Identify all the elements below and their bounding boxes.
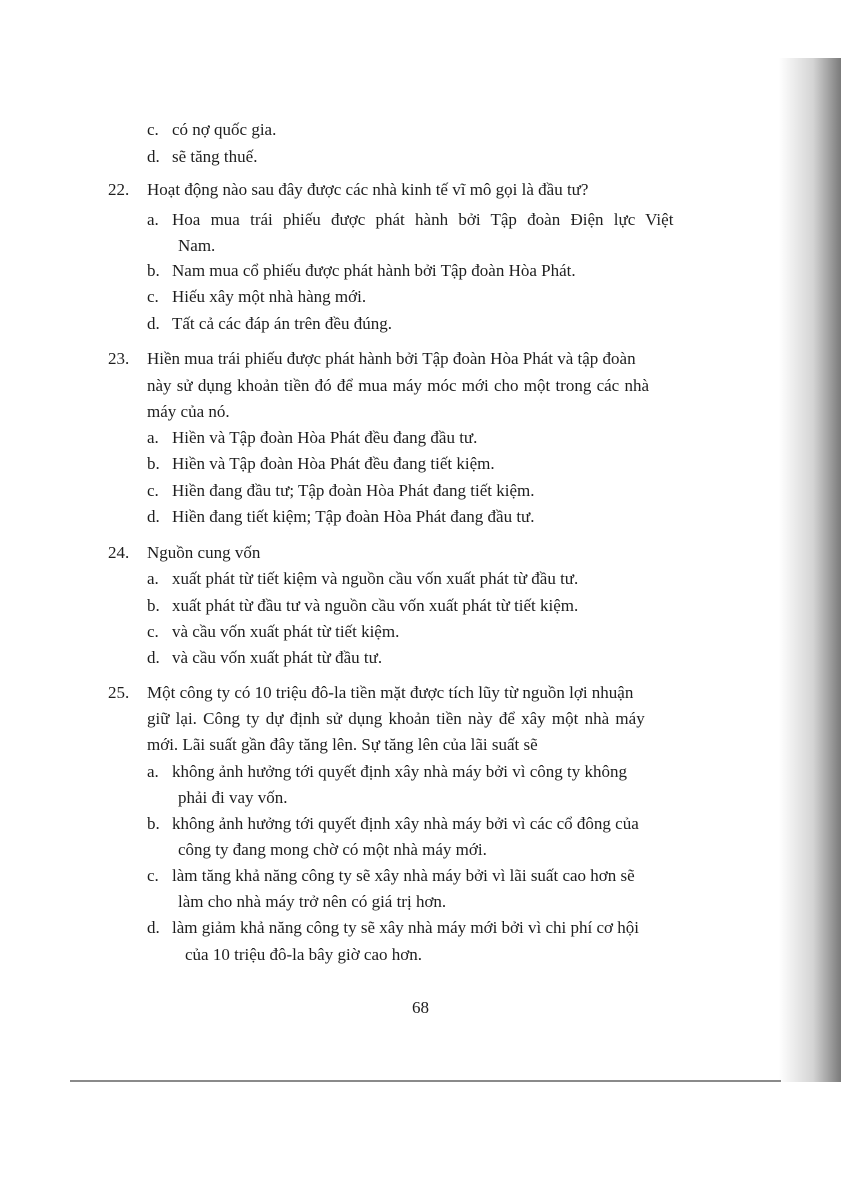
option-text: Tất cả các đáp án trên đều đúng.: [172, 314, 392, 333]
question-stem: máy của nó.: [147, 402, 230, 421]
question-stem: Một công ty có 10 triệu đô-la tiền mặt được tích lũy từ nguồn lợi nhuận: [147, 683, 634, 702]
option-text: Hiền và Tập đoàn Hòa Phát đều đang tiết kiệm.: [172, 454, 495, 473]
question-stem: Hoạt động nào sau đây được các nhà kinh tế vĩ mô gọi là đầu tư?: [147, 180, 589, 199]
option-text: xuất phát từ tiết kiệm và nguồn cầu vốn xuất phát từ đầu tư.: [172, 569, 579, 588]
option-text: xuất phát từ đầu tư và nguồn cầu vốn xuất phát từ tiết kiệm.: [172, 596, 579, 615]
option-label: a.: [147, 762, 159, 781]
option-label: c.: [147, 120, 159, 139]
question-number: 23.: [108, 349, 130, 368]
option-label: c.: [147, 622, 159, 641]
option-text: làm giảm khả năng công ty sẽ xây nhà máy mới bởi vì chi phí cơ hội: [172, 918, 639, 937]
option-label: a.: [147, 569, 159, 588]
option-label: d.: [147, 918, 160, 937]
option-text: làm tăng khả năng công ty sẽ xây nhà máy bởi vì lãi suất cao hơn sẽ: [172, 866, 635, 885]
option-label: d.: [147, 648, 160, 667]
option-label: c.: [147, 866, 159, 885]
option-text: Nam.: [178, 236, 216, 255]
option-text: của 10 triệu đô-la bây giờ cao hơn.: [185, 945, 423, 964]
option-label: a.: [147, 428, 159, 447]
question-number: 22.: [108, 180, 130, 199]
question-stem: Hiền mua trái phiếu được phát hành bởi Tập đoàn Hòa Phát và tập đoàn: [147, 349, 636, 368]
question-number: 24.: [108, 543, 130, 562]
option-text: không ảnh hưởng tới quyết định xây nhà máy bởi vì công ty không: [172, 762, 627, 781]
question-number: 25.: [108, 683, 130, 702]
question-stem: Nguồn cung vốn: [147, 543, 261, 562]
question-stem: giữ lại. Công ty dự định sử dụng khoản tiền này để xây một nhà máy: [147, 709, 645, 728]
option-text: và cầu vốn xuất phát từ tiết kiệm.: [172, 622, 400, 641]
option-text: làm cho nhà máy trở nên có giá trị hơn.: [178, 892, 447, 911]
question-stem: này sử dụng khoản tiền đó để mua máy móc mới cho một trong các nhà: [147, 376, 650, 395]
option-text: Hiếu xây một nhà hàng mới.: [172, 287, 367, 306]
option-text: sẽ tăng thuế.: [172, 147, 258, 166]
option-text: phải đi vay vốn.: [178, 788, 288, 807]
blank-margin: [0, 1082, 841, 1191]
option-label: d.: [147, 507, 160, 526]
option-label: a.: [147, 210, 159, 229]
option-text: Hiền đang đầu tư; Tập đoàn Hòa Phát đang tiết kiệm.: [172, 481, 535, 500]
option-text: Hiền đang tiết kiệm; Tập đoàn Hòa Phát đang đầu tư.: [172, 507, 535, 526]
option-label: d.: [147, 147, 160, 166]
option-text: có nợ quốc gia.: [172, 120, 277, 139]
option-label: c.: [147, 287, 159, 306]
question-stem: mới. Lãi suất gần đây tăng lên. Sự tăng lên của lãi suất sẽ: [147, 735, 538, 754]
option-label: b.: [147, 454, 160, 473]
option-label: d.: [147, 314, 160, 333]
page-number: 68: [412, 998, 429, 1017]
option-text: Hiền và Tập đoàn Hòa Phát đều đang đầu tư.: [172, 428, 478, 447]
option-text: và cầu vốn xuất phát từ đầu tư.: [172, 648, 383, 667]
option-label: b.: [147, 814, 160, 833]
option-text: Nam mua cổ phiếu được phát hành bởi Tập đoàn Hòa Phát.: [172, 261, 576, 280]
option-text: không ảnh hưởng tới quyết định xây nhà máy bởi vì các cổ đông của: [172, 814, 639, 833]
option-text: Hoa mua trái phiếu được phát hành bởi Tập đoàn Điện lực Việt: [172, 210, 674, 229]
option-label: b.: [147, 596, 160, 615]
option-label: c.: [147, 481, 159, 500]
option-text: công ty đang mong chờ có một nhà máy mới.: [178, 840, 487, 859]
option-label: b.: [147, 261, 160, 280]
